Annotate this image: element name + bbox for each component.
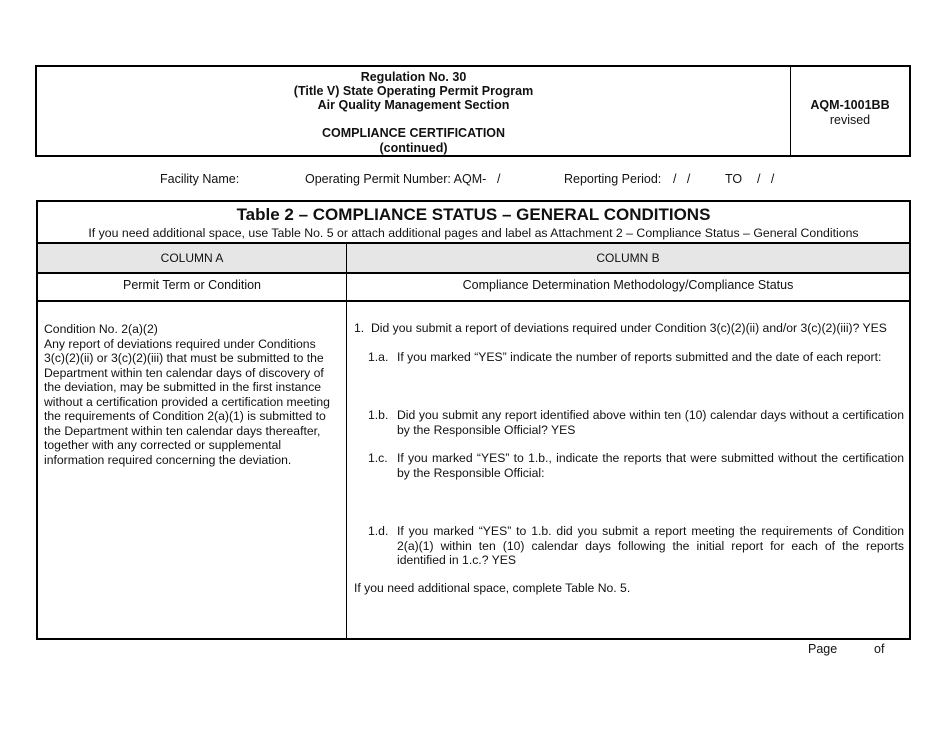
column-b-subheader: Compliance Determination Methodology/Compliance Status [462, 278, 794, 292]
column-header-row [38, 242, 909, 274]
reporting-period-end: / / [757, 172, 775, 186]
permit-number-separator: / [497, 172, 501, 186]
question-text: If you marked “YES” to 1.b. did you submit a report meeting the requirements of Condition 2(a)(1) within ten (10) calendar days following the initial report for each of the reports identified in 1.c.? YES [397, 524, 904, 567]
compliance-table [36, 200, 911, 640]
section-title: Air Quality Management Section [317, 98, 510, 112]
column-divider [346, 242, 347, 638]
permit-number-label: Operating Permit Number: AQM- [305, 172, 487, 186]
question-text: If you marked “YES” to 1.b., indicate the reports that were submitted without the certification by the Responsible Official: [397, 451, 904, 480]
additional-space-note: If you need additional space, complete Table No. 5. [354, 581, 631, 595]
form-id: AQM-1001BB [810, 98, 890, 112]
form-title: COMPLIANCE CERTIFICATION [321, 126, 506, 140]
question-number: 1.b. [368, 408, 389, 422]
question-number: 1.d. [368, 524, 389, 538]
question-number: 1. [354, 321, 365, 335]
continued-label: (continued) [379, 141, 448, 155]
page-label: Page [808, 642, 838, 656]
regulation-title: Regulation No. 30 [360, 70, 467, 84]
question-number: 1.c. [368, 451, 388, 465]
table-title: Table 2 – COMPLIANCE STATUS – GENERAL CONDITIONS [236, 205, 711, 224]
reporting-period-start: / / [673, 172, 691, 186]
of-label: of [874, 642, 885, 656]
question-number: 1.a. [368, 350, 389, 364]
condition-body: Any report of deviations required under Conditions 3(c)(2)(ii) or 3(c)(2)(iii) that must be submitted to the Department within ten calendar days of discovery of the deviation, may be submitted in the first instance without a certification provided a certification meeting the requirements of Condition 2(a)(1) is submitted to the Department within ten calendar days thereafter, together with any corrected or supplemental information required concerning the deviation. [44, 336, 330, 467]
facility-name-label: Facility Name: [160, 172, 240, 186]
column-b-header: COLUMN B [596, 251, 660, 265]
column-a-header: COLUMN A [160, 251, 224, 265]
condition-cell [44, 322, 334, 467]
program-title: (Title V) State Operating Permit Program [293, 84, 534, 98]
table-subtitle: If you need additional space, use Table No. 5 or attach additional pages and label as Attachment 2 – Compliance Status – General Conditions [88, 226, 859, 240]
question-text: If you marked “YES” indicate the number of reports submitted and the date of each report: [397, 350, 882, 364]
question-text: Did you submit any report identified above within ten (10) calendar days without a certification by the Responsible Official? YES [397, 408, 904, 437]
to-label: TO [725, 172, 743, 186]
form-header [35, 65, 911, 157]
form-status: revised [829, 113, 871, 127]
reporting-period-label: Reporting Period: [564, 172, 662, 186]
column-a-subheader: Permit Term or Condition [122, 278, 261, 292]
subheader-divider [38, 300, 909, 302]
question-text: Did you submit a report of deviations required under Condition 3(c)(2)(ii) and/or 3(c)(2)(iii)? YES [371, 321, 887, 335]
condition-title: Condition No. 2(a)(2) [44, 322, 158, 336]
